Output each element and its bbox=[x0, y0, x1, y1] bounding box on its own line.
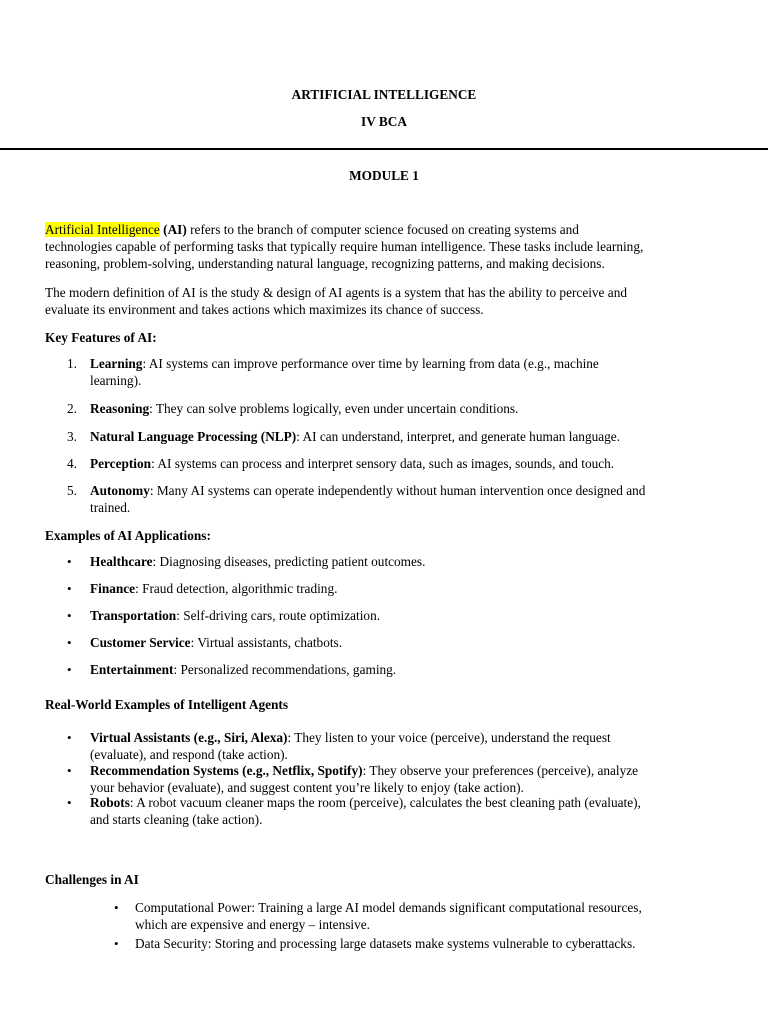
intro-line-1 bbox=[45, 221, 725, 238]
list-item bbox=[90, 762, 730, 796]
item-description: : They listen to your voice (perceive), understand the request bbox=[287, 730, 611, 745]
header-divider bbox=[0, 148, 768, 150]
bullet-icon: • bbox=[67, 730, 72, 745]
item-description: : Fraud detection, algorithmic trading. bbox=[135, 581, 338, 596]
item-continuation: learning). bbox=[90, 373, 142, 388]
item-number: 4. bbox=[67, 456, 77, 471]
item-term: Perception bbox=[90, 456, 152, 471]
item-term: Robots bbox=[90, 795, 130, 810]
challenges-heading: Challenges in AI bbox=[45, 872, 139, 887]
bullet-icon: • bbox=[67, 662, 72, 677]
list-item bbox=[90, 729, 730, 763]
document-subtitle: IV BCA bbox=[361, 114, 407, 129]
module-heading: MODULE 1 bbox=[349, 168, 419, 183]
item-term: Reasoning bbox=[90, 401, 150, 416]
item-continuation: (evaluate), and respond (take action). bbox=[90, 747, 288, 762]
item-number: 3. bbox=[67, 429, 77, 444]
item-term: Virtual Assistants (e.g., Siri, Alexa) bbox=[90, 730, 288, 745]
item-line: Computational Power: Training a large AI model demands significant computational resources, bbox=[135, 900, 642, 915]
item-line bbox=[90, 428, 730, 445]
item-line bbox=[90, 355, 730, 372]
item-number: 2. bbox=[67, 401, 77, 416]
bullet-icon: • bbox=[67, 581, 72, 596]
item-description: : A robot vacuum cleaner maps the room (perceive), calculates the best cleaning path (evaluate), bbox=[129, 795, 641, 810]
bullet-icon: • bbox=[67, 635, 72, 650]
item-line bbox=[90, 729, 730, 746]
item-description: : Diagnosing diseases, predicting patient outcomes. bbox=[152, 554, 426, 569]
item-text bbox=[90, 455, 730, 472]
key-features-heading: Key Features of AI: bbox=[45, 330, 157, 345]
intro-line-3: reasoning, problem-solving, understanding natural language, recognizing patterns, and making decisions. bbox=[45, 256, 605, 271]
item-description: : Self-driving cars, route optimization. bbox=[176, 608, 381, 623]
item-text bbox=[90, 428, 730, 445]
highlighted-term: Artificial Intelligence bbox=[45, 222, 160, 237]
item-term: Customer Service bbox=[90, 635, 191, 650]
item-description: : They observe your preferences (perceive), analyze bbox=[362, 763, 639, 778]
list-item bbox=[90, 607, 730, 624]
item-term: Natural Language Processing (NLP) bbox=[90, 429, 297, 444]
item-term: Healthcare bbox=[90, 554, 153, 569]
bullet-icon: • bbox=[67, 608, 72, 623]
bullet-icon: • bbox=[67, 763, 72, 778]
item-term: Entertainment bbox=[90, 662, 174, 677]
item-term: Transportation bbox=[90, 608, 177, 623]
bullet-icon: • bbox=[114, 936, 119, 951]
modern-definition-paragraph bbox=[45, 284, 725, 318]
intro-line-2: technologies capable of performing tasks that typically require human intelligence. These tasks include learning, bbox=[45, 239, 644, 254]
item-number: 1. bbox=[67, 356, 77, 371]
list-item bbox=[90, 634, 730, 651]
item-line bbox=[90, 794, 730, 811]
document-title: ARTIFICIAL INTELLIGENCE bbox=[291, 87, 477, 102]
item-continuation: which are expensive and energy – intensive. bbox=[135, 917, 370, 932]
bullet-icon: • bbox=[67, 795, 72, 810]
intro-abbrev: (AI) bbox=[163, 222, 187, 237]
modern-line-2: evaluate its environment and takes actions which maximizes its chance of success. bbox=[45, 302, 484, 317]
item-term: Recommendation Systems (e.g., Netflix, Spotify) bbox=[90, 763, 363, 778]
bullet-icon: • bbox=[114, 900, 119, 915]
item-term: Finance bbox=[90, 581, 136, 596]
list-item bbox=[90, 580, 730, 597]
item-term: Autonomy bbox=[90, 483, 150, 498]
item-description: : They can solve problems logically, even under uncertain conditions. bbox=[149, 401, 519, 416]
item-line bbox=[90, 455, 730, 472]
item-term: Learning bbox=[90, 356, 143, 371]
item-description: : AI can understand, interpret, and generate human language. bbox=[296, 429, 621, 444]
item-description: : Many AI systems can operate independently without human intervention once designed and bbox=[149, 483, 646, 498]
bullet-icon: • bbox=[67, 554, 72, 569]
list-item bbox=[90, 553, 730, 570]
item-line bbox=[90, 400, 730, 417]
item-line: Data Security: Storing and processing large datasets make systems vulnerable to cyberattacks. bbox=[135, 936, 636, 951]
item-description: : AI systems can process and interpret sensory data, such as images, sounds, and touch. bbox=[151, 456, 615, 471]
list-item bbox=[135, 935, 725, 952]
list-item bbox=[90, 661, 730, 678]
examples-heading: Examples of AI Applications: bbox=[45, 528, 211, 543]
item-line bbox=[90, 762, 730, 779]
real-world-heading: Real-World Examples of Intelligent Agents bbox=[45, 697, 289, 712]
item-continuation: and starts cleaning (take action). bbox=[90, 812, 263, 827]
item-continuation: your behavior (evaluate), and suggest content you’re likely to enjoy (take action). bbox=[90, 780, 524, 795]
modern-line-1: The modern definition of AI is the study & design of AI agents is a system that has the ability to perceive and bbox=[45, 285, 627, 300]
list-item bbox=[90, 794, 730, 828]
item-description: : Virtual assistants, chatbots. bbox=[190, 635, 343, 650]
item-text bbox=[90, 482, 730, 516]
list-item bbox=[135, 899, 725, 933]
intro-line-1-rest: refers to the branch of computer science focused on creating systems and bbox=[186, 222, 579, 237]
item-number: 5. bbox=[67, 483, 77, 498]
item-description: : AI systems can improve performance over time by learning from data (e.g., machine bbox=[142, 356, 599, 371]
item-description: : Personalized recommendations, gaming. bbox=[173, 662, 397, 677]
item-line bbox=[90, 482, 730, 499]
item-text bbox=[90, 400, 730, 417]
item-continuation: trained. bbox=[90, 500, 131, 515]
intro-paragraph bbox=[45, 221, 725, 272]
item-text bbox=[90, 355, 730, 389]
